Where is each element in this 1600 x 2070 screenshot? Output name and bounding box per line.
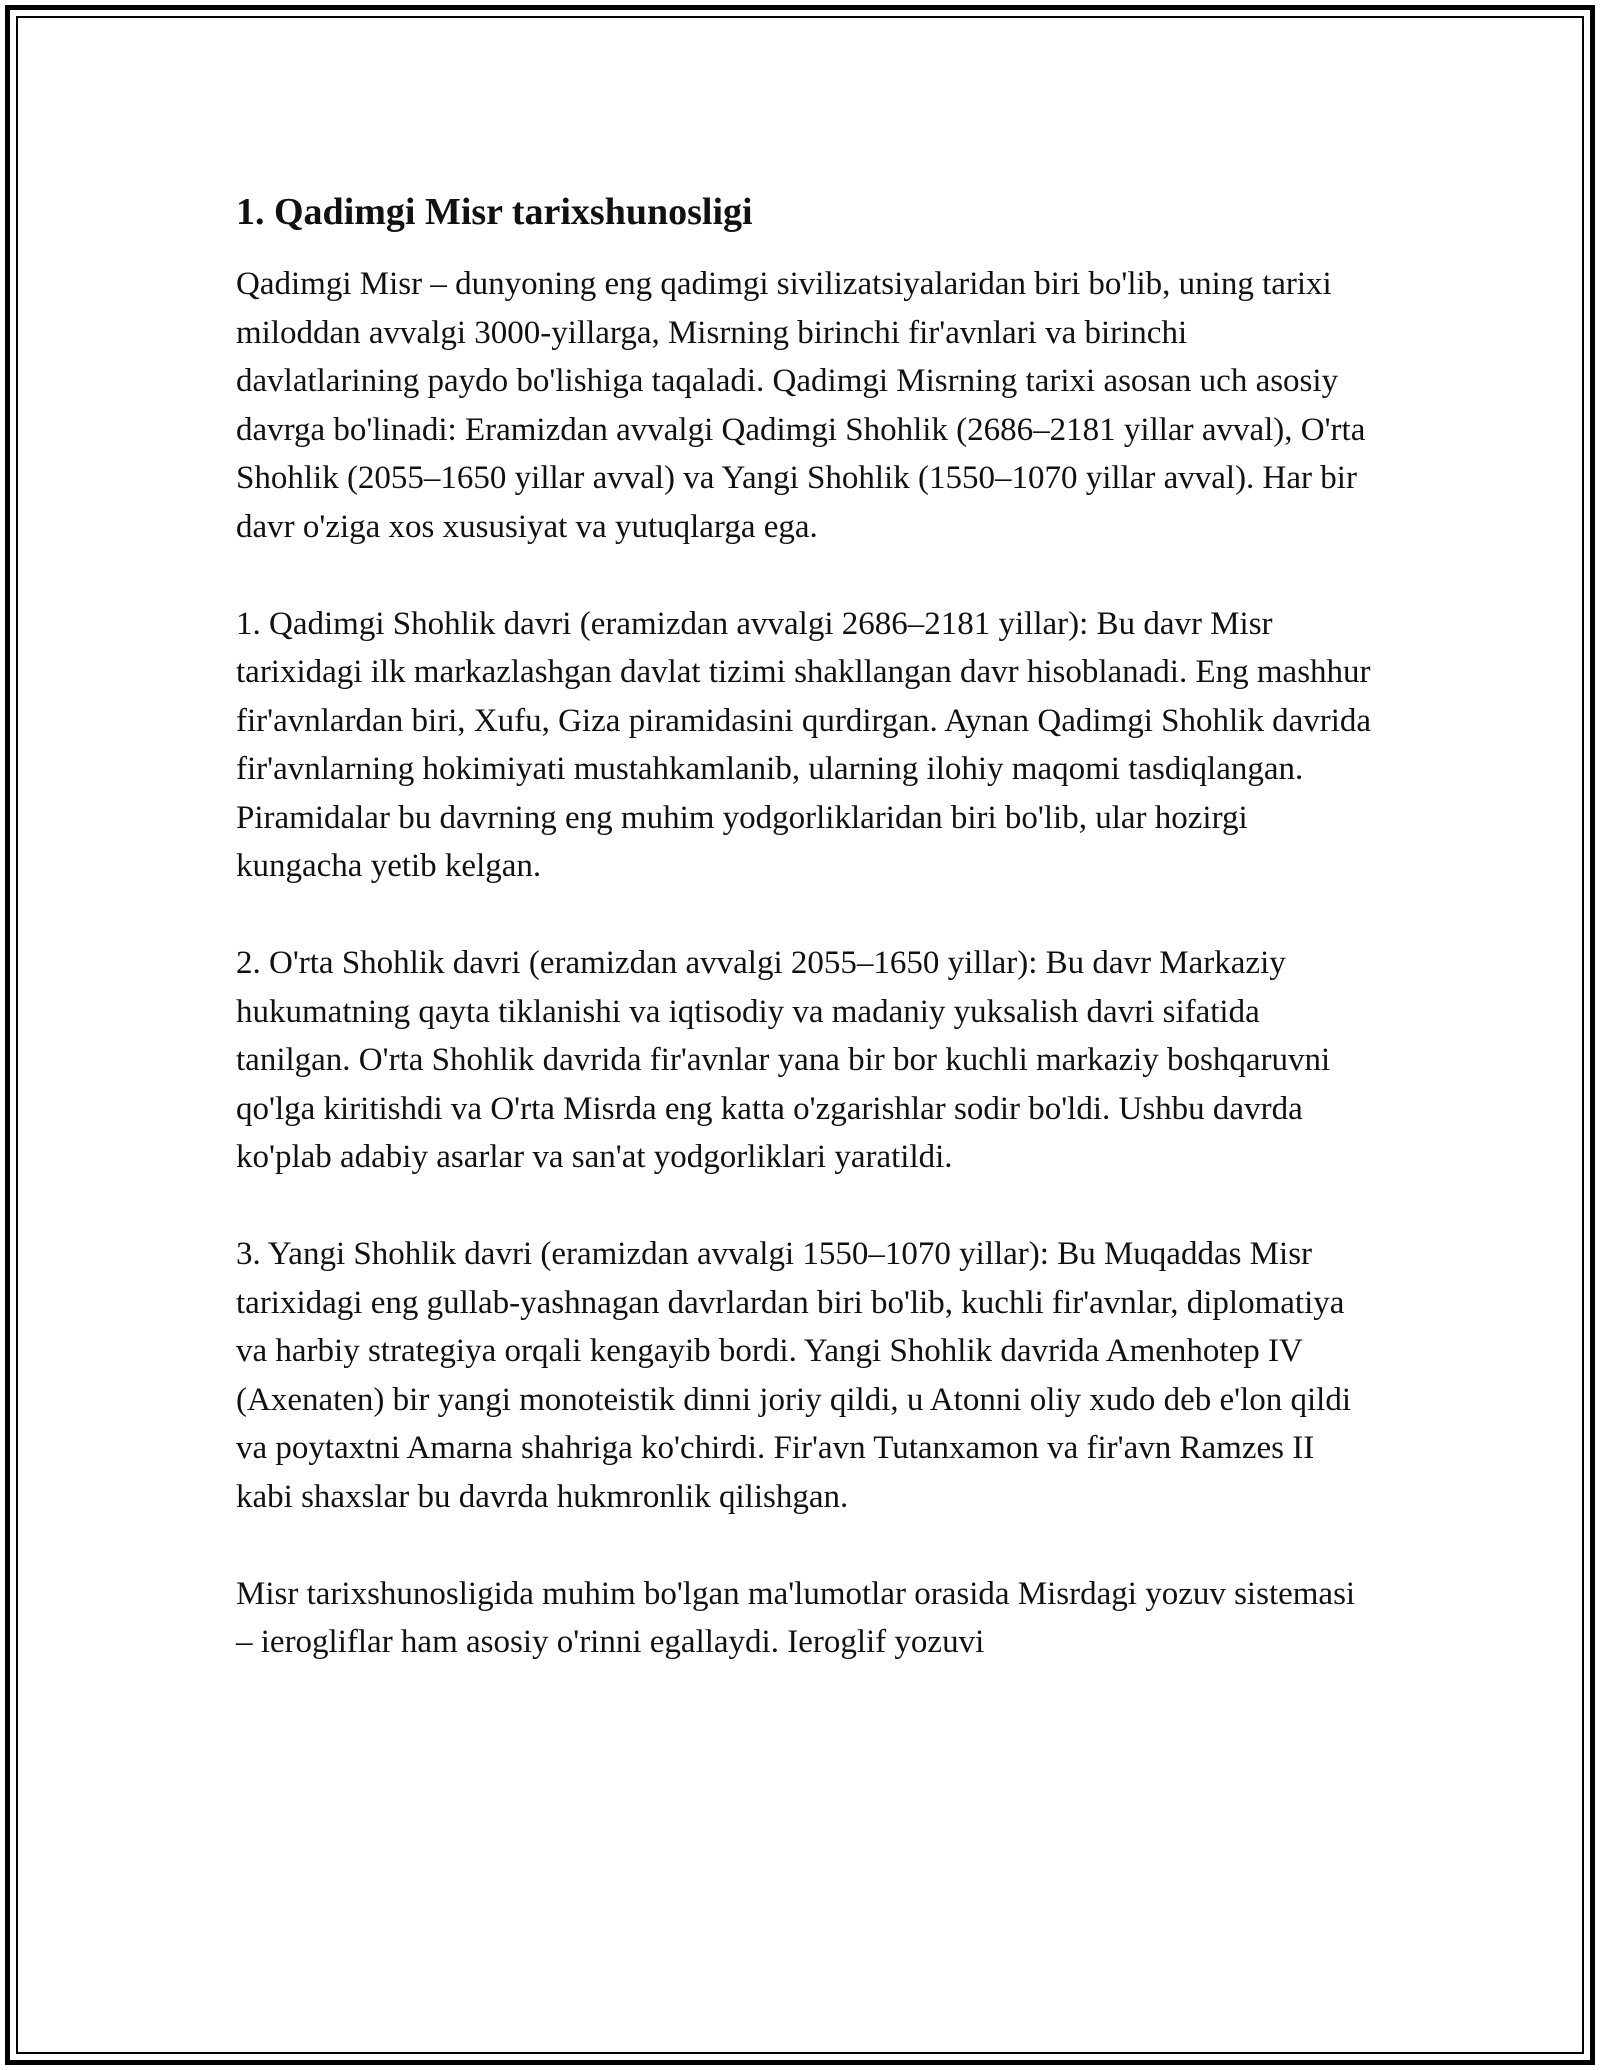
new-kingdom-paragraph: 3. Yangi Shohlik davri (eramizdan avvalgi 1550–1070 yillar): Bu Muqaddas Misr tarixidagi eng gullab-yashnagan davrlardan biri bo'lib, kuchli fir'avnlar, diplomatiya va harbiy strategiya orqali kengayib bordi. Yangi Shohlik davrida Amenhotep IV (Axenaten) bir yangi monoteistik dinni joriy qildi, u Atonni oliy xudo deb e'lon qildi va poytaxtni Amarna shahriga ko'chirdi. Fir'avn Tutanxamon va fir'avn Ramzes II kabi shaxslar bu davrda hukmronlik qilishgan. bbox=[236, 1236, 1351, 1515]
document-body bbox=[236, 186, 1376, 1715]
writing-system-paragraph: Misr tarixshunosligida muhim bo'lgan ma'lumotlar orasida Misrdagi yozuv sistemasi – ierogliflar ham asosiy o'rinni egallaydi. Ieroglif yozuvi bbox=[236, 1575, 1356, 1660]
old-kingdom-paragraph: 1. Qadimgi Shohlik davri (eramizdan avvalgi 2686–2181 yillar): Bu davr Misr tarixidagi ilk markazlashgan davlat tizimi shakllangan davr hisoblanadi. Eng mashhur fir'avnlardan biri, Xufu, Giza piramidasini qurdirgan. Aynan Qadimgi Shohlik davrida fir'avnlarning hokimiyati mustahkamlanib, ularning ilohiy maqomi tasdiqlangan. Piramidalar bu davrning eng muhim yodgorliklaridan biri bo'lib, ular hozirgi kungacha yetib kelgan. bbox=[236, 605, 1372, 884]
section-heading: 1. Qadimgi Misr tarixshunosligi bbox=[236, 191, 753, 233]
middle-kingdom-paragraph: 2. O'rta Shohlik davri (eramizdan avvalgi 2055–1650 yillar): Bu davr Markaziy hukumatning qayta tiklanishi va iqtisodiy va madaniy yuksalish davri sifatida tanilgan. O'rta Shohlik davrida fir'avnlar yana bir bor kuchli markaziy boshqaruvni qo'lga kiritishdi va O'rta Misrda eng katta o'zgarishlar sodir bo'ldi. Ushbu davrda ko'plab adabiy asarlar va san'at yodgorliklari yaratildi. bbox=[236, 945, 1331, 1175]
intro-paragraph: Qadimgi Misr – dunyoning eng qadimgi sivilizatsiyalaridan biri bo'lib, uning tarixi miloddan avvalgi 3000-yillarga, Misrning birinchi fir'avnlari va birinchi davlatlarining paydo bo'lishiga taqaladi. Qadimgi Misrning tarixi asosan uch asosiy davrga bo'linadi: Eramizdan avvalgi Qadimgi Shohlik (2686–2181 yillar avval), O'rta Shohlik (2055–1650 yillar avval) va Yangi Shohlik (1550–1070 yillar avval). Har bir davr o'ziga xos xususiyat va yutuqlarga ega. bbox=[236, 266, 1366, 545]
